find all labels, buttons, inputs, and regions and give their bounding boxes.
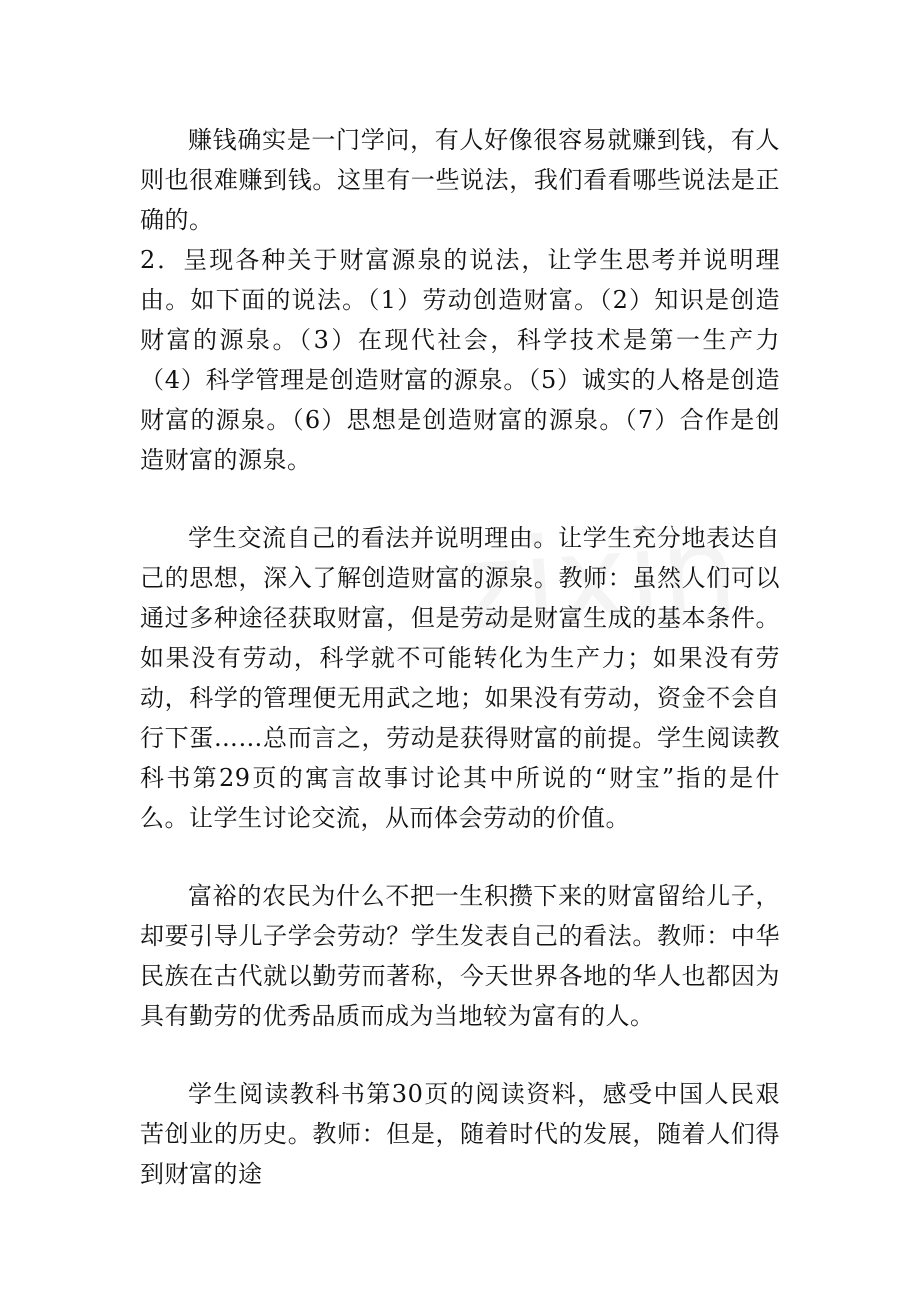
paragraph-reading-material: 学生阅读教科书第30页的阅读资料，感受中国人民艰苦创业的历史。教师：但是，随着时代的发展，随着人们得到财富的途 [140,1080,780,1188]
paragraph-gap [140,838,780,876]
paragraph-farmer-story: 富裕的农民为什么不把一生积攒下来的财富留给儿子，却要引导儿子学会劳动？学生发表自己的看法。教师：中华民族在古代就以勤劳而著称，今天世界各地的华人也都因为具有勤劳的优秀品质而成为当地较为富有的人。 [140,882,780,1030]
paragraph-wealth-sources: 2．呈现各种关于财富源泉的说法，让学生思考并说明理由。如下面的说法。（1）劳动创造财富。（2）知识是创造财富的源泉。（3）在现代社会，科学技术是第一生产力（4）科学管理是创造财富的源泉。（5）诚实的人格是创造财富的源泉。（6）思想是创造财富的源泉。（7）合作是创造财富的源泉。 [140,246,780,474]
document-body [140,120,780,1194]
paragraph-gap [140,480,780,518]
paragraph-intro: 赚钱确实是一门学问，有人好像很容易就赚到钱，有人则也很难赚到钱。这里有一些说法，我们看看哪些说法是正确的。 [140,126,780,234]
paragraph-gap [140,1036,780,1074]
paragraph-student-discussion: 学生交流自己的看法并说明理由。让学生充分地表达自己的思想，深入了解创造财富的源泉。教师：虽然人们可以通过多种途径获取财富，但是劳动是财富生成的基本条件。如果没有劳动，科学就不可能转化为生产力；如果没有劳动，科学的管理便无用武之地；如果没有劳动，资金不会自行下蛋……总而言之，劳动是获得财富的前提。学生阅读教科书第29页的寓言故事讨论其中所说的“财宝”指的是什么。让学生讨论交流，从而体会劳动的价值。 [140,524,780,832]
